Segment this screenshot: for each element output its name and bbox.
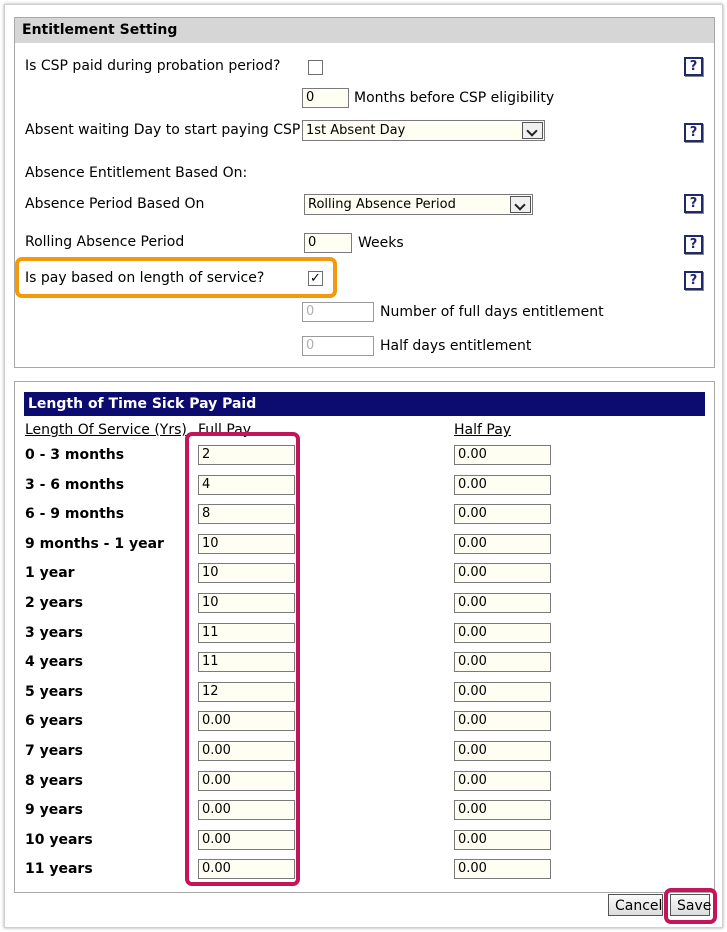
row-label: 9 months - 1 year	[25, 536, 164, 552]
row-label: 7 years	[25, 743, 83, 759]
half-pay-input[interactable]: 0.00	[454, 652, 551, 672]
half-days-entitlement-input[interactable]: 0	[302, 336, 374, 356]
highlight-full-pay-column	[185, 432, 300, 886]
full-pay-input[interactable]: 8	[198, 504, 295, 524]
highlight-pay-length-of-service	[15, 257, 337, 298]
row-label: 1 year	[25, 565, 75, 581]
entitlement-setting-title: Entitlement Setting	[22, 22, 178, 38]
col-half-pay: Half Pay	[454, 422, 512, 438]
row-label: 9 years	[25, 802, 83, 818]
full-pay-input[interactable]: 10	[198, 534, 295, 554]
rolling-absence-input[interactable]: 0	[304, 233, 352, 253]
full-pay-input[interactable]: 0.00	[198, 859, 295, 879]
full-pay-input[interactable]: 0.00	[198, 771, 295, 791]
row-label: 3 - 6 months	[25, 477, 125, 493]
half-pay-input[interactable]: 0.00	[454, 830, 551, 850]
full-pay-input[interactable]: 0.00	[198, 830, 295, 850]
sick-pay-title: Length of Time Sick Pay Paid	[28, 396, 257, 412]
col-full-pay: Full Pay	[198, 422, 252, 438]
full-pay-input[interactable]: 0.00	[198, 741, 295, 761]
entitlement-window	[4, 4, 723, 928]
row-label: 5 years	[25, 684, 83, 700]
months-before-eligibility-label: Months before CSP eligibility	[354, 90, 555, 106]
row-label: 2 years	[25, 595, 83, 611]
chevron-down-icon[interactable]	[510, 196, 531, 213]
half-pay-input[interactable]: 0.00	[454, 563, 551, 583]
row-label: 0 - 3 months	[25, 447, 125, 463]
full-pay-input[interactable]: 4	[198, 475, 295, 495]
half-pay-input[interactable]: 0.00	[454, 800, 551, 820]
save-button[interactable]: Save	[670, 894, 710, 916]
full-pay-input[interactable]: 0.00	[198, 800, 295, 820]
row-label: 11 years	[25, 861, 93, 877]
absent-waiting-day-value: 1st Absent Day	[306, 123, 406, 138]
full-pay-input[interactable]: 11	[198, 623, 295, 643]
absent-waiting-day-select[interactable]	[302, 120, 545, 141]
half-pay-input[interactable]: 0.00	[454, 623, 551, 643]
half-pay-input[interactable]: 0.00	[454, 475, 551, 495]
entitlement-setting-panel	[14, 17, 715, 368]
row-label: 4 years	[25, 654, 83, 670]
half-pay-input[interactable]: 0.00	[454, 445, 551, 465]
sick-pay-panel	[14, 381, 715, 893]
absent-waiting-day-label: Absent waiting Day to start paying CSP	[25, 122, 301, 138]
absence-period-select[interactable]	[304, 194, 533, 215]
full-days-entitlement-input[interactable]: 0	[302, 302, 374, 322]
half-pay-input[interactable]: 0.00	[454, 711, 551, 731]
csp-probation-checkbox[interactable]	[308, 60, 323, 75]
full-pay-input[interactable]: 11	[198, 652, 295, 672]
csp-probation-label: Is CSP paid during probation period?	[25, 58, 281, 74]
full-pay-input[interactable]: 12	[198, 682, 295, 702]
cancel-button[interactable]: Cancel	[608, 894, 663, 916]
absence-entitlement-heading: Absence Entitlement Based On:	[25, 165, 248, 181]
half-days-entitlement-label: Half days entitlement	[380, 338, 532, 354]
half-pay-input[interactable]: 0.00	[454, 534, 551, 554]
sick-pay-header	[24, 392, 705, 416]
row-label: 3 years	[25, 625, 83, 641]
half-pay-input[interactable]: 0.00	[454, 682, 551, 702]
full-pay-input[interactable]: 2	[198, 445, 295, 465]
row-label: 6 - 9 months	[25, 506, 125, 522]
half-pay-input[interactable]: 0.00	[454, 771, 551, 791]
full-pay-input[interactable]: 0.00	[198, 711, 295, 731]
absence-period-value: Rolling Absence Period	[308, 197, 456, 212]
half-pay-input[interactable]: 0.00	[454, 859, 551, 879]
help-icon[interactable]: ?	[684, 271, 703, 290]
help-icon[interactable]: ?	[684, 235, 703, 254]
rolling-absence-label: Rolling Absence Period	[25, 234, 185, 250]
half-pay-input[interactable]: 0.00	[454, 593, 551, 613]
row-label: 8 years	[25, 773, 83, 789]
full-days-entitlement-label: Number of full days entitlement	[380, 304, 604, 320]
absence-period-label: Absence Period Based On	[25, 196, 205, 212]
row-label: 6 years	[25, 713, 83, 729]
pay-length-of-service-label: Is pay based on length of service?	[25, 270, 265, 286]
months-before-eligibility-input[interactable]: 0	[302, 88, 349, 108]
check-icon: ✓	[310, 271, 321, 286]
chevron-down-icon[interactable]	[522, 122, 543, 139]
row-label: 10 years	[25, 832, 93, 848]
half-pay-input[interactable]: 0.00	[454, 741, 551, 761]
half-pay-input[interactable]: 0.00	[454, 504, 551, 524]
help-icon[interactable]: ?	[684, 57, 703, 76]
help-icon[interactable]: ?	[684, 194, 703, 213]
entitlement-setting-header	[15, 18, 714, 43]
weeks-label: Weeks	[358, 235, 404, 251]
help-icon[interactable]: ?	[684, 123, 703, 142]
full-pay-input[interactable]: 10	[198, 563, 295, 583]
col-length-of-service: Length Of Service (Yrs)	[25, 422, 187, 438]
full-pay-input[interactable]: 10	[198, 593, 295, 613]
